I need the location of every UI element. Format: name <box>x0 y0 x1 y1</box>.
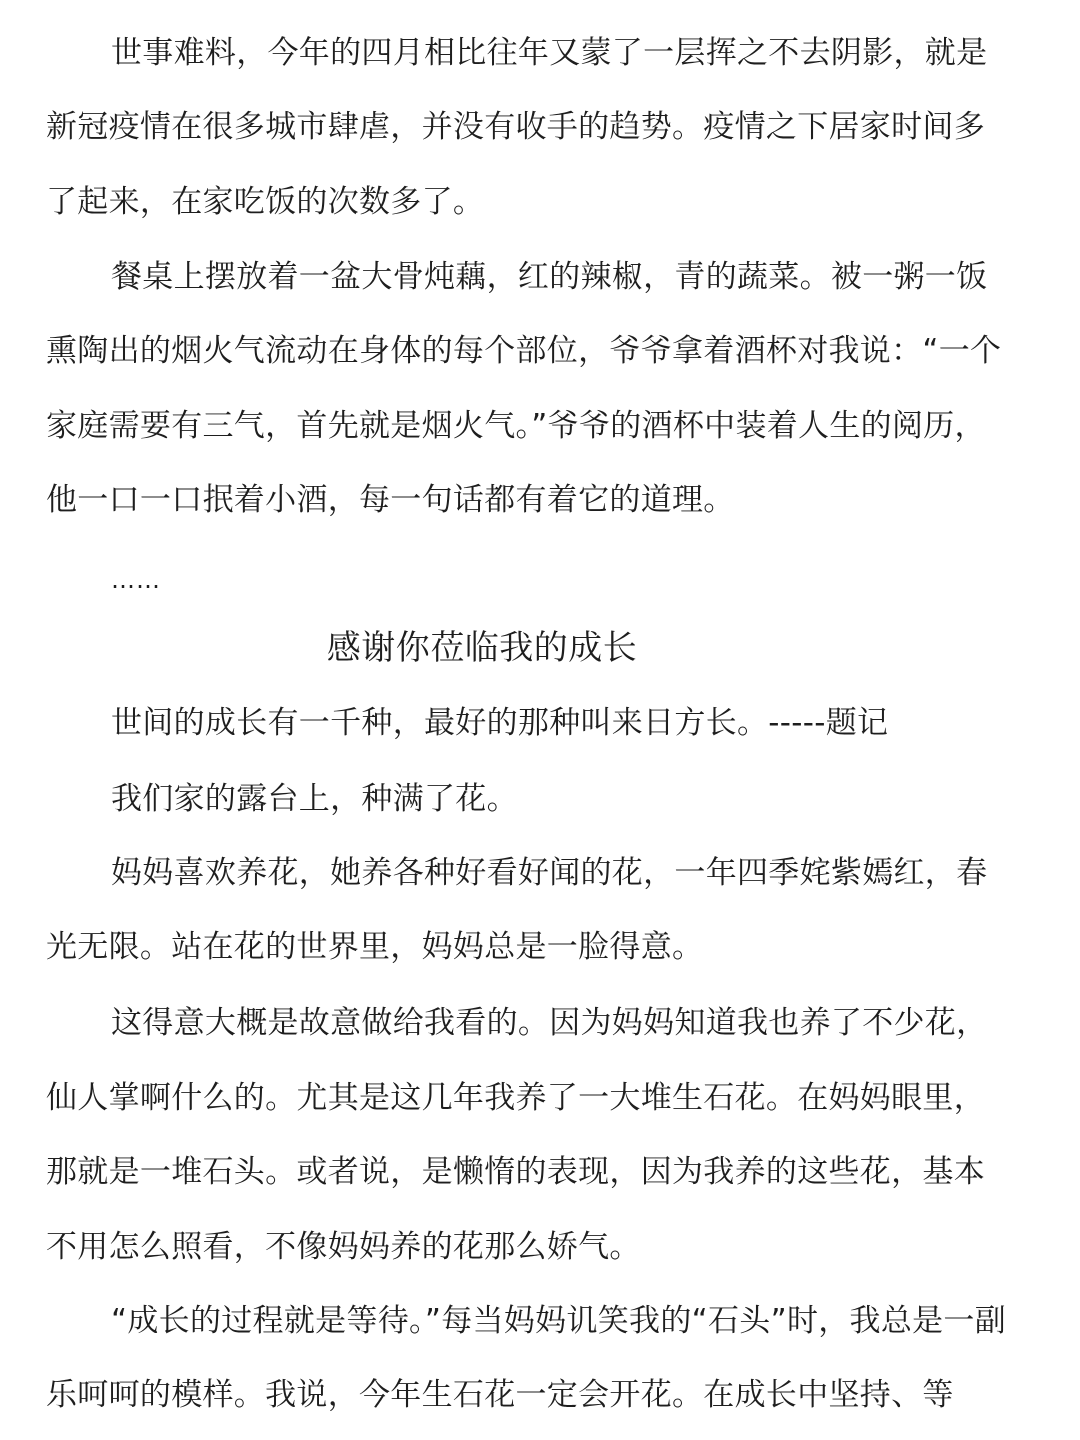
paragraph-line: 家庭需要有三气，首先就是烟火气。”爷爷的酒杯中装着人生的阅历， <box>46 408 986 444</box>
paragraph-line: 他一口一口抿着小酒，每一句话都有着它的道理。 <box>46 482 735 518</box>
paragraph-line: 乐呵呵的模样。我说，今年生石花一定会开花。在成长中坚持、等 <box>46 1377 954 1413</box>
paragraph-line: 妈妈喜欢养花，她养各种好看好闻的花，一年四季姹紫嫣红，春 <box>111 855 988 891</box>
paragraph-line: 餐桌上摆放着一盆大骨炖藕，红的辣椒，青的蔬菜。被一粥一饭 <box>111 259 988 295</box>
essay-title: 感谢你莅临我的成长 <box>326 628 638 668</box>
paragraph-line: 光无限。站在花的世界里，妈妈总是一脸得意。 <box>46 929 704 965</box>
paragraph-line: 不用怎么照看，不像妈妈养的花那么娇气。 <box>46 1229 641 1265</box>
paragraph-line: 熏陶出的烟火气流动在身体的每个部位，爷爷拿着酒杯对我说：“一个 <box>46 333 1002 369</box>
paragraph-line: 仙人掌啊什么的。尤其是这几年我养了一大堆生石花。在妈妈眼里， <box>46 1080 985 1116</box>
paragraph-line: 世事难料，今年的四月相比往年又蒙了一层挥之不去阴影，就是 <box>111 35 988 71</box>
paragraph-line: 这得意大概是故意做给我看的。因为妈妈知道我也养了不少花， <box>111 1005 988 1041</box>
paragraph-line: 了起来，在家吃饭的次数多了。 <box>46 184 485 220</box>
paragraph-line: 我们家的露台上，种满了花。 <box>111 781 518 817</box>
paragraph-line: 新冠疫情在很多城市肆虐，并没有收手的趋势。疫情之下居家时间多 <box>46 109 985 145</box>
paragraph-line: 那就是一堆石头。或者说，是懒惰的表现，因为我养的这些花，基本 <box>46 1154 985 1190</box>
ellipsis: …… <box>111 566 161 594</box>
paragraph-line: “成长的过程就是等待。”每当妈妈讥笑我的“石头”时，我总是一副 <box>111 1303 1007 1339</box>
epigraph: 世间的成长有一千种，最好的那种叫来日方长。-----题记 <box>111 705 889 741</box>
